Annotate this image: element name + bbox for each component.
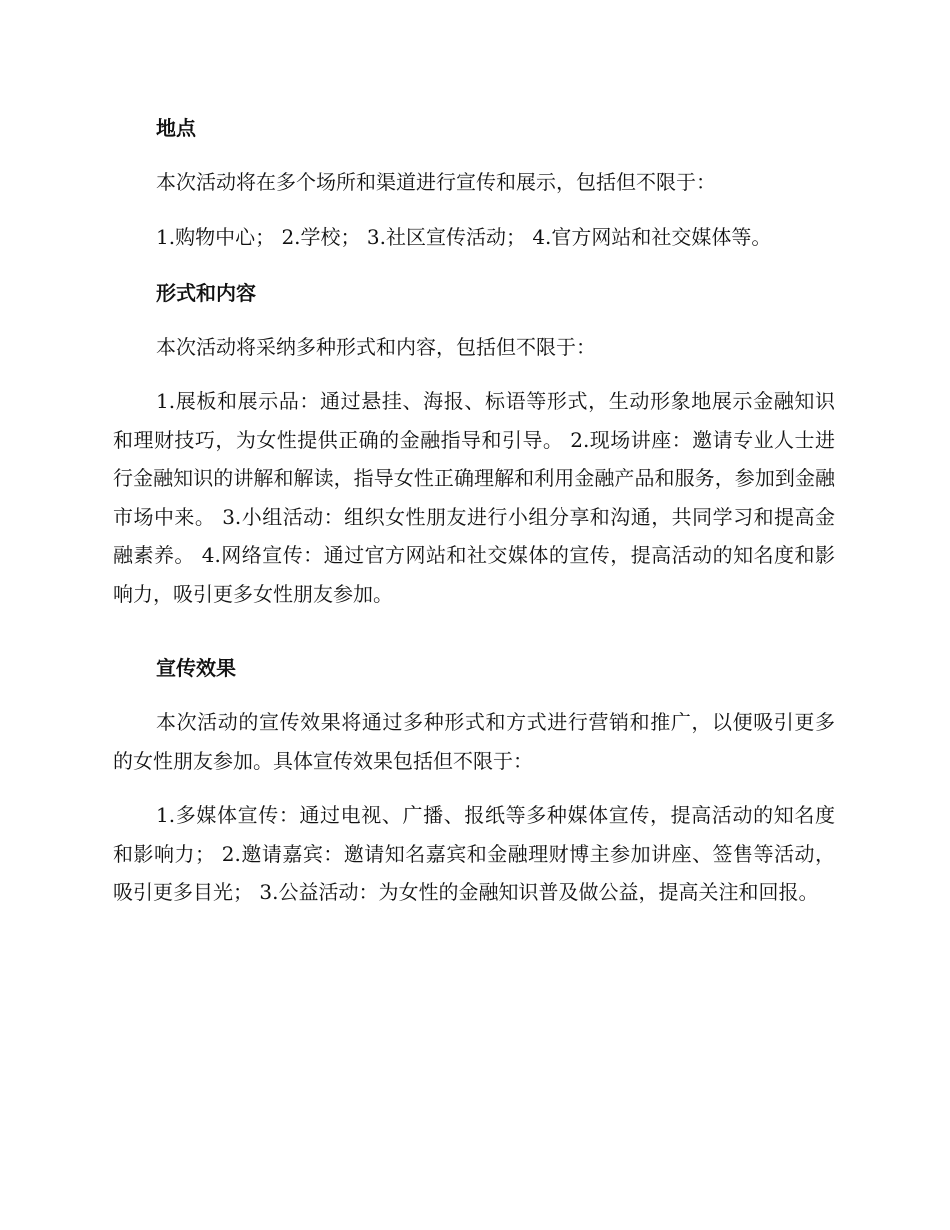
effect-list-paragraph: 1.多媒体宣传：通过电视、广播、报纸等多种媒体宣传，提高活动的知名度和影响力； 2.邀请嘉宾：邀请知名嘉宾和金融理财博主参加讲座、签售等活动，吸引更多目光； 3.公益活动：为女性的金融知识普及做公益，提高关注和回报。 bbox=[113, 803, 835, 904]
form-list-paragraph: 1.展板和展示品：通过悬挂、海报、标语等形式，生动形象地展示金融知识和理财技巧，为女性提供正确的金融指导和引导。 2.现场讲座：邀请专业人士进行金融知识的讲解和解读，指导女性正确理解和利用金融产品和服务，参加到金融市场中来。 3.小组活动：组织女性朋友进行小组分享和沟通，共同学习和提高金融素养。 4.网络宣传：通过官方网站和社交媒体的宣传，提高活动的知名度和影响力，吸引更多女性朋友参加。 bbox=[113, 389, 835, 606]
effect-intro-paragraph: 本次活动的宣传效果将通过多种形式和方式进行营销和推广，以便吸引更多的女性朋友参加。具体宣传效果包括但不限于： bbox=[113, 710, 835, 773]
location-intro-paragraph: 本次活动将在多个场所和渠道进行宣传和展示，包括但不限于： bbox=[156, 170, 716, 194]
location-list-paragraph: 1.购物中心； 2.学校； 3.社区宣传活动； 4.官方网站和社交媒体等。 bbox=[156, 225, 772, 249]
section-heading-location: 地点 bbox=[156, 116, 196, 140]
section-heading-form-content: 形式和内容 bbox=[156, 281, 256, 305]
form-intro-paragraph: 本次活动将采纳多种形式和内容，包括但不限于： bbox=[156, 335, 596, 359]
section-heading-promotion-effect: 宣传效果 bbox=[156, 656, 236, 680]
